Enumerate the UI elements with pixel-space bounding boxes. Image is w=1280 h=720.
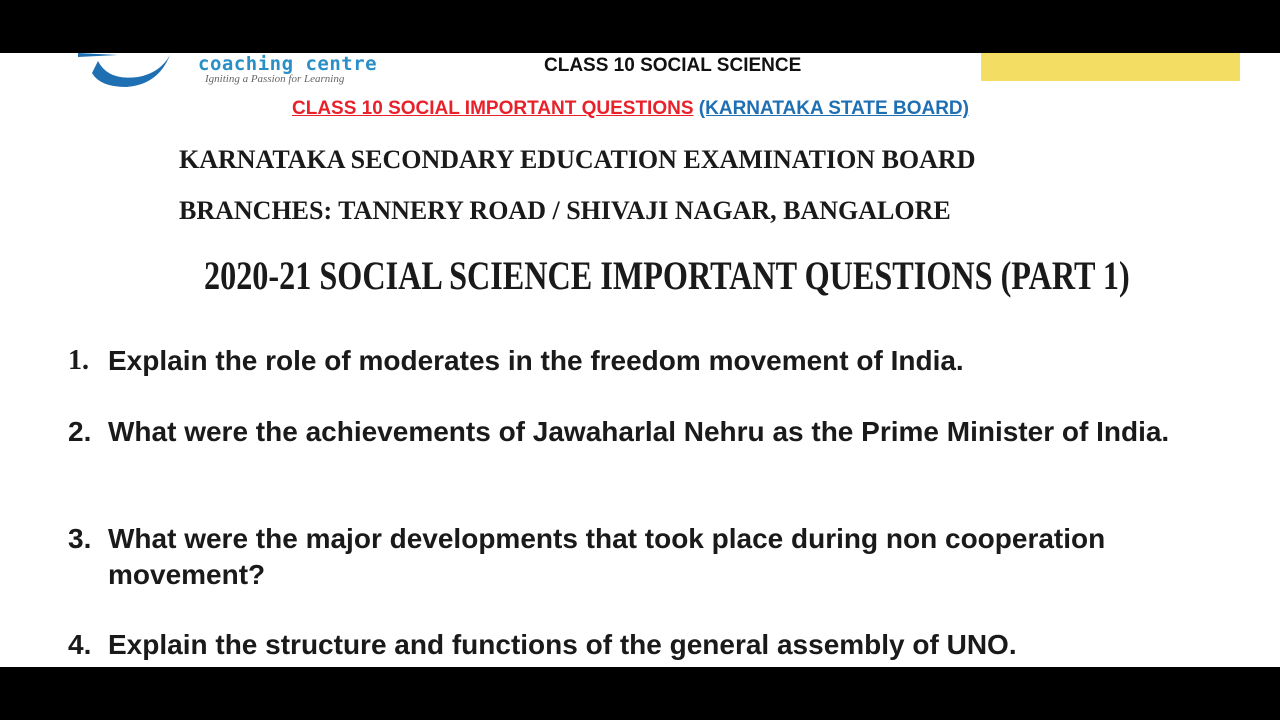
question-item xyxy=(68,414,1218,450)
question-text: What were the achievements of Jawaharlal Nehru as the Prime Minister of India. xyxy=(108,416,1170,447)
page-title: 2020-21 SOCIAL SCIENCE IMPORTANT QUESTIONS (PART 1) xyxy=(204,253,1130,298)
coaching-logo xyxy=(78,53,178,93)
question-number: 3. xyxy=(68,523,92,554)
question-item xyxy=(68,343,1218,379)
question-number: 1. xyxy=(68,345,89,376)
letterbox-bottom xyxy=(0,667,1280,720)
board-branches: BRANCHES: TANNERY ROAD / SHIVAJI NAGAR, BANGALORE xyxy=(179,196,951,225)
header-accent-block xyxy=(981,53,1240,81)
question-number: 2. xyxy=(68,416,92,447)
question-number: 4. xyxy=(68,629,92,660)
board-name: KARNATAKA SECONDARY EDUCATION EXAMINATION BOARD xyxy=(179,145,976,174)
question-text: Explain the structure and functions of the general assembly of UNO. xyxy=(108,629,1017,660)
subtitle-main: CLASS 10 SOCIAL IMPORTANT QUESTIONS xyxy=(292,98,694,119)
question-text: Explain the role of moderates in the freedom movement of India. xyxy=(108,345,964,376)
brand-tagline: Igniting a Passion for Learning xyxy=(205,73,345,85)
subtitle xyxy=(292,98,969,120)
question-text: What were the major developments that took place during non cooperation movement? xyxy=(108,523,1106,590)
letterbox-top xyxy=(0,0,1280,53)
header-title: CLASS 10 SOCIAL SCIENCE xyxy=(544,55,802,76)
brand-name: coaching centre xyxy=(198,53,378,75)
question-item xyxy=(68,627,1218,663)
question-item xyxy=(68,521,1218,593)
document-page xyxy=(0,53,1280,667)
subtitle-board-link[interactable]: (KARNATAKA STATE BOARD) xyxy=(698,98,969,119)
